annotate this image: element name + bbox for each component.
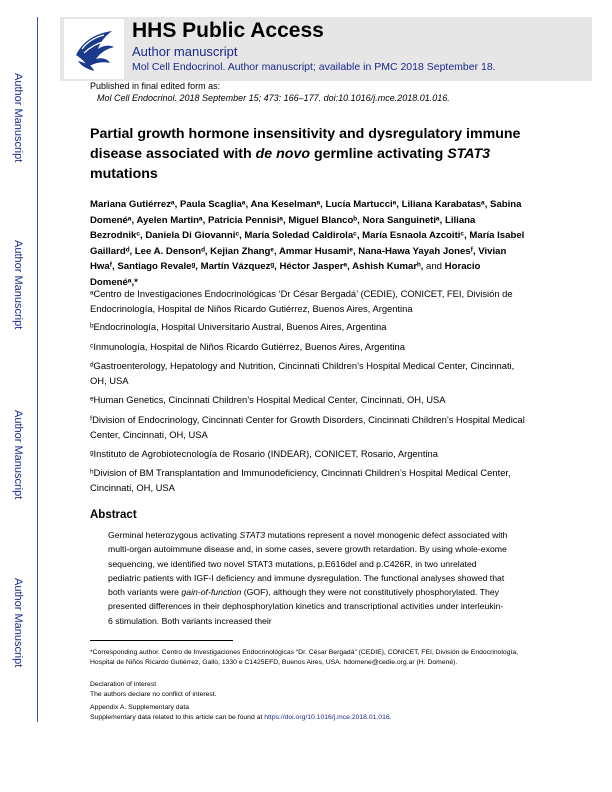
corresponding-author-note: *Corresponding author. Centro de Investigaciones Endocrinológicas “Dr. César Bergadá” (CEDIE), CONICET, FEI, División de Endocrinología, Hospital de Niños Ricardo Gutiérrez, Gallo, 1330 e C1425EFD, Buenos Aires, USA. hdomene@cedie.org.ar (H. Domené).: [90, 649, 519, 666]
article-title: Partial growth hormone insensitivity and dysregulatory immune disease associated with de novo germline activating STAT3 mutations: [90, 126, 521, 182]
declaration-text: The authors declare no conflict of interest.: [90, 691, 217, 698]
journal-availability-line: Mol Cell Endocrinol. Author manuscript; available in PMC 2018 September 18.: [132, 61, 496, 73]
abstract-heading: Abstract: [90, 509, 137, 521]
affiliation: ʰDivision of BM Transplantation and Immunodeficiency, Cincinnati Children’s Hospital Medical Center, Cincinnati, OH, USA: [90, 467, 511, 493]
hhs-header-banner: [60, 17, 592, 81]
margin-label-author-manuscript: Author Manuscript: [12, 240, 24, 330]
affiliation: ᵍInstituto de Agrobiotecnología de Rosario (INDEAR), CONICET, Rosario, Argentina: [90, 448, 438, 459]
margin-label-author-manuscript: Author Manuscript: [12, 578, 24, 668]
hhs-eagle-logo-icon: [64, 19, 124, 79]
margin-label-author-manuscript: Author Manuscript: [12, 73, 24, 163]
hhs-title: HHS Public Access: [132, 19, 324, 42]
declaration-heading: Declaration of interest: [90, 681, 157, 688]
affiliation: ᶠDivision of Endocrinology, Cincinnati Center for Growth Disorders, Cincinnati Children’s Hospital Medical Center, Cincinnati, OH, USA: [90, 414, 525, 440]
hhs-subtitle: Author manuscript: [132, 44, 238, 59]
margin-rule: [37, 17, 38, 722]
appendix-text: Supplementary data related to this article can be found at https://doi.org/10.1016/j.mce.2018.01.016.: [90, 714, 392, 721]
citation-line: Mol Cell Endocrinol. 2018 September 15; 473: 166–177. doi:10.1016/j.mce.2018.01.016.: [97, 93, 450, 103]
appendix-heading: Appendix A. Supplementary data: [90, 704, 189, 711]
affiliation: ᵈGastroenterology, Hepatology and Nutrition, Cincinnati Children’s Hospital Medical Center, Cincinnati, OH, USA: [90, 360, 515, 386]
affiliation: ᶜInmunología, Hospital de Niños Ricardo Gutiérrez, Buenos Aires, Argentina: [90, 341, 405, 352]
published-label: Published in final edited form as:: [90, 81, 221, 91]
footnote-divider: [90, 640, 233, 641]
supplementary-doi-link[interactable]: https://doi.org/10.1016/j.mce.2018.01.016: [264, 714, 390, 721]
margin-label-author-manuscript: Author Manuscript: [12, 410, 24, 500]
abstract-text: Germinal heterozygous activating STAT3 mutations represent a novel monogenic defect associated with multi-organ autoimmune disease and, in some cases, severe growth retardation. By using whole-exome sequencing, we identified two novel STAT3 mutations, p.E616del and p.C426R, in two unrelated pediatric patients with IGF-I deficiency and immune dysregulation. The functional analyses showed that both variants were gain-of-function (GOF), although they were not constitutively phosphorylated. They presented differences in their dephosphorylation kinetics and transcriptional activities under interleukin-6 stimulation. Both variants increased their: [108, 530, 508, 626]
author-list: Mariana Gutiérrezᵃ, Paula Scagliaᵃ, Ana Keselmanᵃ, Lucía Martucciᵃ, Liliana Karabatasᵃ, Sabina Domenéᵃ, Ayelen Martinᵃ, Patricia Pennisiᵃ, Miguel Blancoᵇ, Nora Sanguinetiᵃ, Liliana Bezrodnikᶜ, Daniela Di Giovanniᶜ, María Soledad Caldirolaᶜ, María Esnaola Azcoitiᶜ, María Isabel Gaillardᵈ, Lee A. Densonᵈ, Kejian Zhangᵉ, Ammar Husamiᵉ, Nana-Hawa Yayah Jonesᶠ, Vivian Hwaᶠ, Santiago Revaleᵍ, Martín Vázquezᵍ, Héctor Jasperᵃ, Ashish Kumarʰ, and Horacio Domenéᵃ,*: [90, 199, 525, 288]
affiliation: ᵇEndocrinología, Hospital Universitario Austral, Buenos Aires, Argentina: [90, 321, 387, 332]
affiliation: ᵃCentro de Investigaciones Endocrinológicas ‘Dr César Bergadá’ (CEDIE), CONICET, FEI, División de Endocrinología, Hospital de Niños Ricardo Gutiérrez, Buenos Aires, Argentina: [90, 288, 513, 314]
affiliation: ᵉHuman Genetics, Cincinnati Children’s Hospital Medical Center, Cincinnati, OH, USA: [90, 394, 446, 405]
